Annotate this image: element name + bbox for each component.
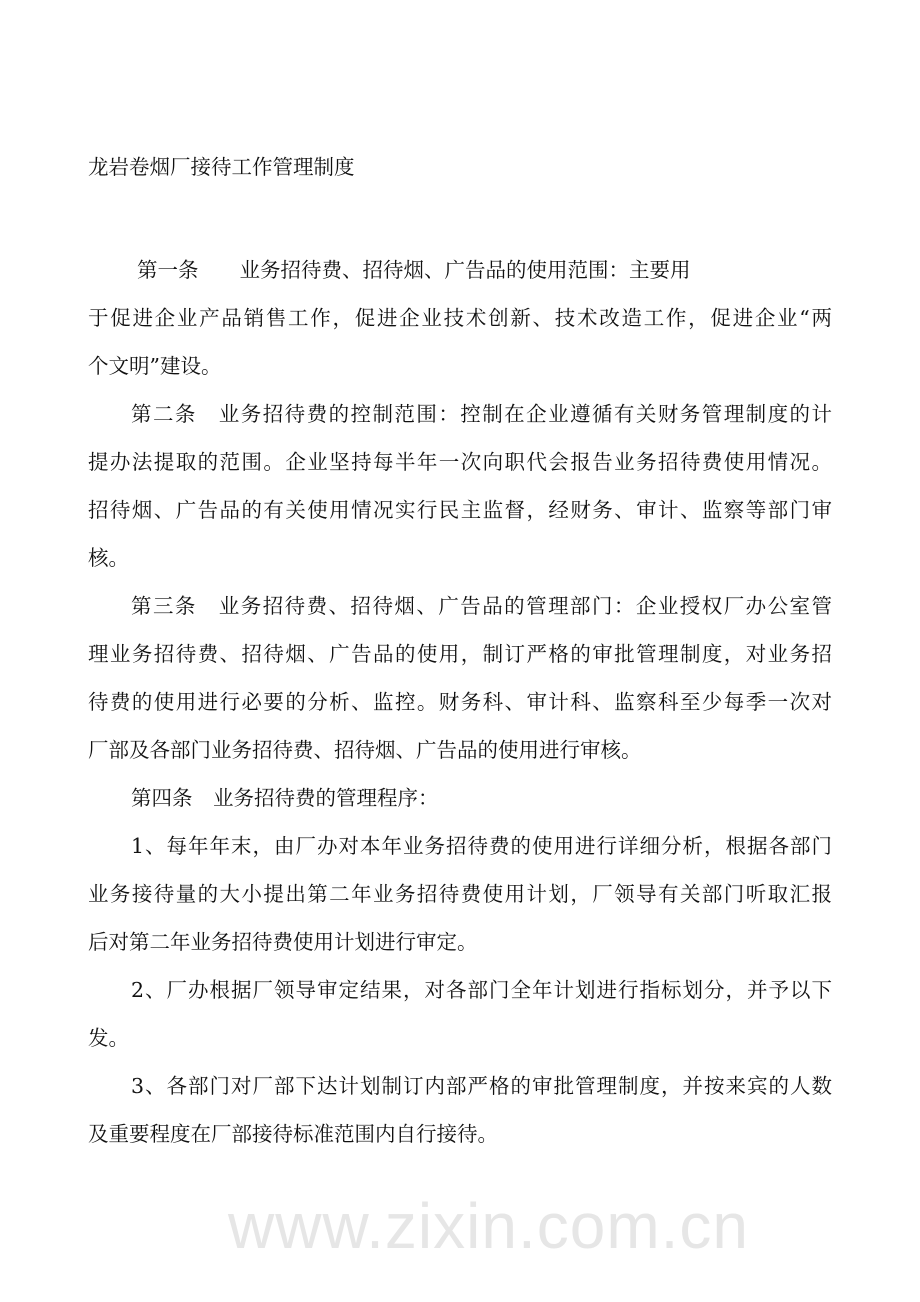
paragraph-line: 厂部及各部门业务招待费、招待烟、广告品的使用进行审核。 [88, 738, 642, 762]
paragraph-line: 第三条 业务招待费、招待烟、广告品的管理部门：企业授权厂办公室管 [131, 594, 832, 618]
paragraph-line: 3、各部门对厂部下达计划制订内部严格的审批管理制度，并按来宾的人数 [131, 1074, 832, 1098]
paragraph-line: 第四条 业务招待费的管理程序： [131, 786, 439, 810]
paragraph-line: 提办法提取的范围。企业坚持每半年一次向职代会报告业务招待费使用情况。 [88, 450, 832, 474]
paragraph-line: 1、每年年末，由厂办对本年业务招待费的使用进行详细分析，根据各部门 [131, 834, 832, 858]
paragraph-line: 后对第二年业务招待费使用计划进行审定。 [88, 930, 478, 954]
paragraph-line: 招待烟、广告品的有关使用情况实行民主监督，经财务、审计、监察等部门审 [88, 498, 832, 522]
document-title: 龙岩卷烟厂接待工作管理制度 [88, 155, 355, 179]
paragraph-line: 业务接待量的大小提出第二年业务招待费使用计划，厂领导有关部门听取汇报 [88, 882, 832, 906]
paragraph-line: 发。 [88, 1026, 129, 1050]
paragraph-line: 理业务招待费、招待烟、广告品的使用，制订严格的审批管理制度，对业务招 [88, 642, 832, 666]
paragraph-line: 核。 [88, 546, 129, 570]
paragraph-line: 第一条 业务招待费、招待烟、广告品的使用范围：主要用 [137, 258, 691, 282]
paragraph-line: 个文明”建设。 [88, 354, 222, 378]
paragraph-line: 待费的使用进行必要的分析、监控。财务科、审计科、监察科至少每季一次对 [88, 690, 832, 714]
paragraph-line: 及重要程度在厂部接待标准范围内自行接待。 [88, 1122, 498, 1146]
paragraph-line: 第二条 业务招待费的控制范围：控制在企业遵循有关财务管理制度的计 [131, 402, 832, 426]
paragraph-line: 于促进企业产品销售工作，促进企业技术创新、技术改造工作，促进企业“两 [88, 306, 832, 330]
paragraph-line: 2、厂办根据厂领导审定结果，对各部门全年计划进行指标划分，并予以下 [131, 978, 832, 1002]
watermark: www.zixin.com.cn [228, 1190, 749, 1262]
